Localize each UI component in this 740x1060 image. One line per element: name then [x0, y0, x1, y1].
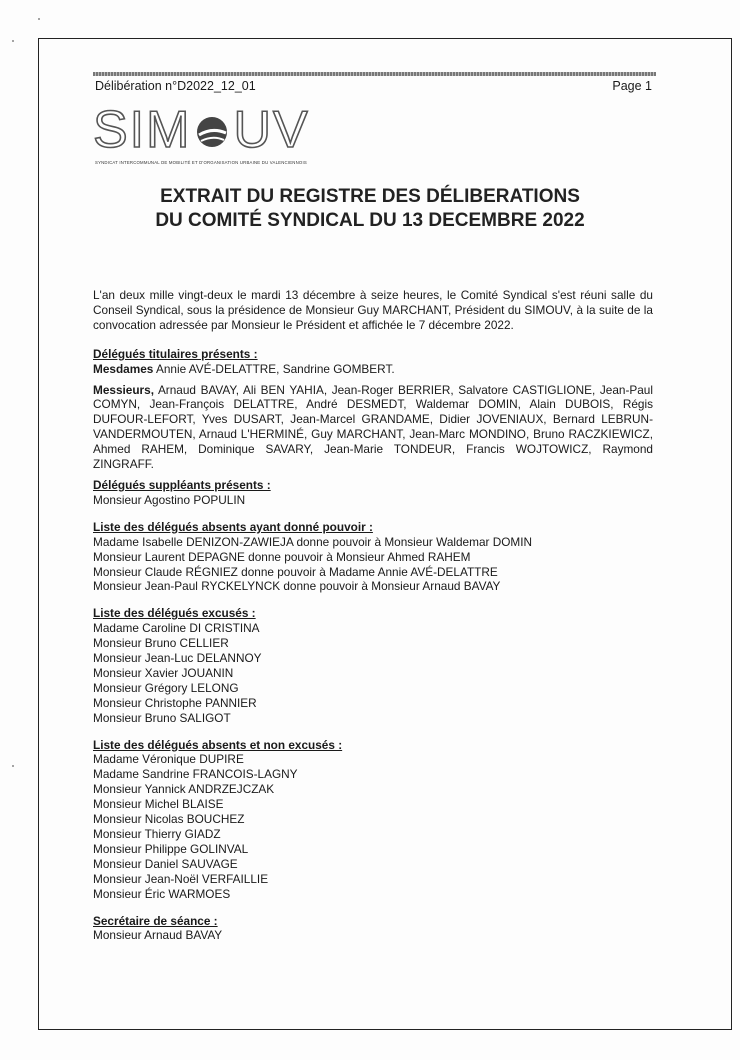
messieurs-label: Messieurs,	[93, 382, 154, 397]
scan-speck	[38, 18, 40, 20]
list-item: Monsieur Michel BLAISE	[93, 797, 224, 812]
document-title	[0, 185, 740, 233]
list-item: Madame Sandrine FRANCOIS-LAGNY	[93, 767, 298, 782]
list-item: Monsieur Laurent DEPAGNE donne pouvoir à Monsieur Ahmed RAHEM	[93, 549, 471, 564]
list-item: Monsieur Éric WARMOES	[93, 886, 231, 901]
mesdames-list: Annie AVÉ-DELATTRE, Sandrine GOMBERT.	[155, 361, 395, 376]
document-body	[93, 288, 653, 943]
list-item: Monsieur Bruno SALIGOT	[93, 710, 231, 725]
excuses-heading: Liste des délégués excusés :	[93, 606, 256, 621]
deliberation-reference: Délibération n°D2022_12_01	[95, 79, 256, 93]
messieurs-list: Arnaud BAVAY, Ali BEN YAHIA, Jean-Roger BERRIER, Salvatore CASTIGLIONE, Jean-Paul COMYN, Jean-François DELATTRE, André DESMEDT, Waldemar DOMIN, Alain DUBOIS, Régis DUFOUR-LEFORT, Yves DUSART, Jean-Marcel GRANDAME, Didier JOVENIAUX, Bernard LEBRUN-VANDERMOUTEN, Arnaud L'HERMINÉ, Guy MARCHANT, Jean-Marc MONDINO, Bruno RACZKIEWICZ, Ahmed RAHEM, Dominique SAVARY, Jean-Marie TONDEUR, Francis WOJTOWICZ, Raymond ZINGRAFF.	[93, 382, 653, 472]
scan-speck	[12, 765, 14, 767]
suppleants-heading: Délégués suppléants présents :	[93, 477, 271, 492]
scan-speck	[12, 40, 14, 42]
list-item: Madame Véronique DUPIRE	[93, 752, 244, 767]
messieurs-paragraph	[93, 383, 653, 472]
logo-text-left: SIM	[93, 101, 192, 159]
list-item: Monsieur Christophe PANNIER	[93, 695, 257, 710]
title-line-1: EXTRAIT DU REGISTRE DES DÉLIBERATIONS	[160, 186, 580, 207]
list-item: Madame Caroline DI CRISTINA	[93, 621, 260, 636]
logo-text-right: UV	[233, 101, 310, 159]
mesdames-label: Mesdames	[93, 361, 154, 376]
page-number: Page 1	[612, 79, 652, 93]
list-item: Monsieur Jean-Noël VERFAILLIE	[93, 871, 269, 886]
logo-globe-icon	[195, 115, 229, 149]
list-item: Monsieur Daniel SAUVAGE	[93, 856, 238, 871]
intro-paragraph: L'an deux mille vingt-deux le mardi 13 décembre à seize heures, le Comité Syndical s'est réuni salle du Conseil Syndical, sous la présidence de Monsieur Guy MARCHANT, Président du SIMOUV, à la suite de la convocation adressée par Monsieur le Président et affichée le 7 décembre 2022.	[93, 288, 653, 332]
non-excuses-heading: Liste des délégués absents et non excusés :	[93, 737, 343, 752]
secretaire-heading: Secrétaire de séance :	[93, 913, 218, 928]
mesdames-paragraph	[93, 362, 653, 377]
list-item: Madame Isabelle DENIZON-ZAWIEJA donne pouvoir à Monsieur Waldemar DOMIN	[93, 534, 533, 549]
logo-subtitle: SYNDICAT INTERCOMMUNAL DE MOBILITÉ ET D'ORGANISATION URBAINE DU VALENCIENNOIS	[95, 160, 307, 165]
simouv-logo	[93, 101, 310, 159]
list-item: Monsieur Grégory LELONG	[93, 680, 239, 695]
list-item: Monsieur Thierry GIADZ	[93, 827, 221, 841]
pouvoirs-heading: Liste des délégués absents ayant donné pouvoir :	[93, 519, 373, 534]
list-item: Monsieur Yannick ANDRZEJCZAK	[93, 782, 275, 797]
list-item: Monsieur Bruno CELLIER	[93, 636, 229, 651]
list-item: Monsieur Arnaud BAVAY	[93, 928, 223, 943]
list-item: Monsieur Jean-Paul RYCKELYNCK donne pouvoir à Monsieur Arnaud BAVAY	[93, 579, 501, 594]
list-item: Monsieur Agostino POPULIN	[93, 492, 246, 507]
list-item: Monsieur Philippe GOLINVAL	[93, 841, 249, 856]
titulaires-heading: Délégués titulaires présents :	[93, 346, 258, 361]
list-item: Monsieur Jean-Luc DELANNOY	[93, 651, 262, 666]
list-item: Monsieur Xavier JOUANIN	[93, 665, 234, 680]
title-line-2: DU COMITÉ SYNDICAL DU 13 DECEMBRE 2022	[155, 210, 585, 231]
header-rule	[93, 72, 656, 76]
list-item: Monsieur Nicolas BOUCHEZ	[93, 812, 245, 827]
list-item: Monsieur Claude RÉGNIEZ donne pouvoir à Madame Annie AVÉ-DELATTRE	[93, 564, 498, 579]
